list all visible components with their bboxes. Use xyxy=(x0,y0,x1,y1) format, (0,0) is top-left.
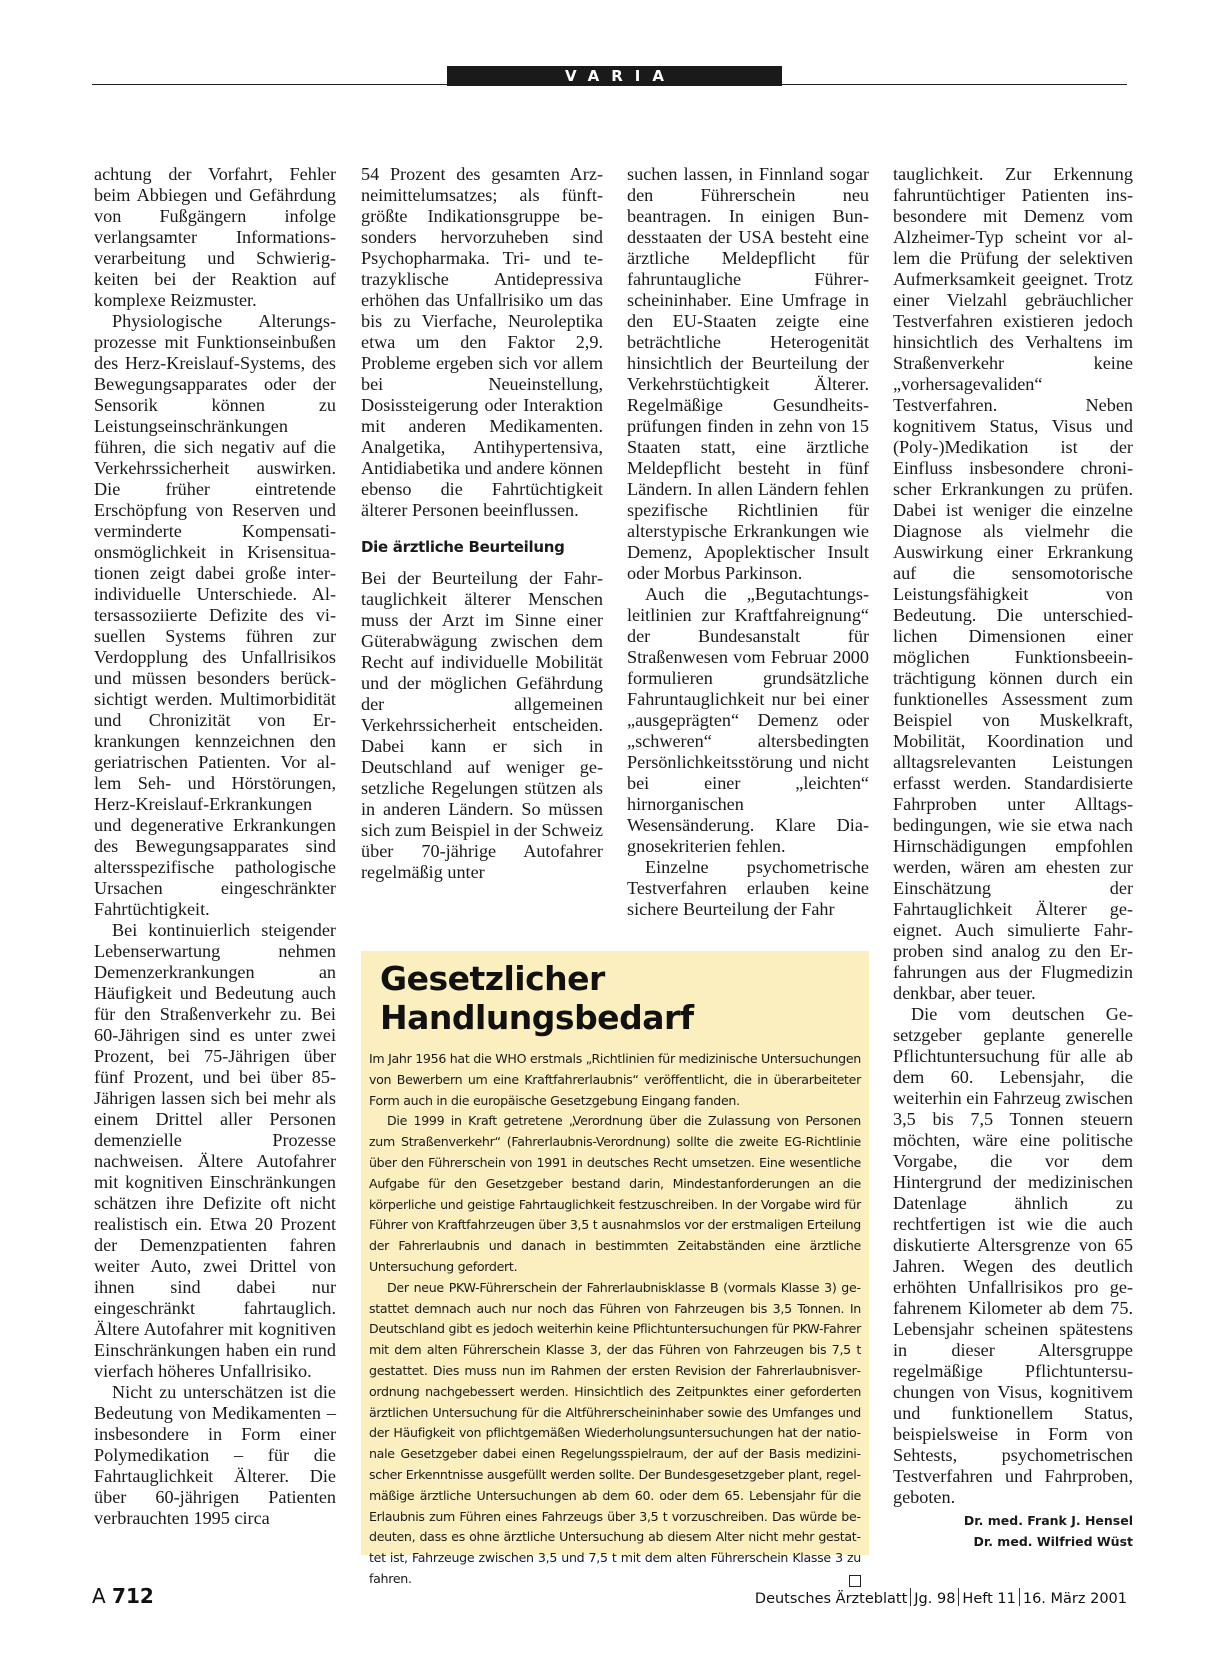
divider xyxy=(1019,1588,1020,1606)
paragraph: achtung der Vorfahrt, Fehler beim Abbiegen und Gefährdung von Fußgängern infolge verlangsamter Informationsverarbeitung und Schwierigkeiten bei der Reaktion auf komplexe Reizmuster. xyxy=(94,164,336,310)
paragraph: Bei der Beurteilung der Fahrtauglichkeit älterer Menschen muss der Arzt im Sinne einer Güterabwägung zwischen dem Recht auf individuelle Mobilität und der möglichen Gefährdung der allgemeinen Verkehrssicherheit entscheiden. Dabei kann er sich in Deutschland auf weniger gesetzliche Regelungen stützen als in anderen Ländern. So müssen sich zum Beispiel in der Schweiz über 70-jährige Autofahrer regelmäßig unter xyxy=(361,568,603,882)
paragraph: Die 1999 in Kraft getretene „Verordnung über die Zulassung von Personen zum Straßenverkehr“ (Fahrerlaubnis-Verordnung) sollte die zweite EG-Richtlinie über den Führerschein von 1991 in deutsches Recht umsetzen. Eine wesentliche Aufgabe für den Gesetzgeber bestand darin, Mindestanforderungen an die körperliche und geistige Fahrtauglichkeit festzuschreiben. In der Vorgabe wird für Führer von Kraftfahrzeugen über 3,5 t ausnahmslos vor der erstmaligen Erteilung der Fahrerlaubnis und danach in bestimmten Zeitabständen eine ärztliche Untersuchung gefordert. xyxy=(369,1113,861,1274)
column-2 xyxy=(361,164,603,883)
section-label: VARIA xyxy=(447,66,782,86)
column-1 xyxy=(94,164,336,1529)
volume: Jg. 98 xyxy=(914,1591,956,1607)
author-block xyxy=(893,1510,1133,1552)
paragraph-text: Der neue PKW-Führerschein der Fahrerlaubnisklasse B (vormals Klasse 3) gestattet demnach auch nur noch das Führen von Fahrzeugen bis 3,5 Tonnen. In Deutschland gibt es jedoch weiterhin keine Pflichtuntersuchungen für PKW-Fahrer mit dem alten Führerschein Klasse 3, der das Führen von Fahrzeugen bis 7,5 t gestattet. Dies muss nun im Rahmen der ersten Revision der Fahrerlaubnisverordnung nachgebessert werden. Hinsichtlich des Zeitpunktes einer geforderten ärztlichen Untersuchung für die Altführerscheininhaber sowie des Umfanges und der Häufigkeit von pflichtgemäßen Wiederholungsuntersuchungen hat der nationale Gesetzgeber dabei einen Regelungsspielraum, der auf der Basis medizinischer Erkenntnisse ausgefüllt werden sollte. Der Bundesgesetzgeber plant, regelmäßige ärztliche Untersuchungen ab dem 60. oder dem 65. Lebensjahr für die Erlaubnis zum Führen eines Fahrzeugs über 3,5 t vorzuschreiben. Das würde bedeuten, dass es ohne ärztliche Untersuchung ab diesem Alter nicht mehr gestattet ist, Fahrzeuge zwischen 3,5 und 7,5 t mit dem alten Führerschein Klasse 3 zu fahren. xyxy=(369,1279,861,1586)
column-4 xyxy=(893,164,1133,1552)
paragraph: 54 Prozent des gesamten Arzneimittelumsatzes; als fünftgrößte Indikationsgruppe besonders hervorzuheben sind Psychopharmaka. Tri- und tetrazyklische Antidepressiva erhöhen das Unfallrisiko um das bis zu Vierfache, Neuroleptika etwa um den Faktor 2,9. Probleme ergeben sich vor allem bei Neueinstellung, Dosissteigerung oder Interaktion mit anderen Medikamenten. Analgetika, Antihypertensiva, Antidiabetika und andere können ebenso die Fahrtüchtigkeit älterer Personen beeinflussen. xyxy=(361,164,603,520)
page-prefix: A xyxy=(92,1584,106,1608)
paragraph: Bei kontinuierlich steigender Lebenserwartung nehmen Demenzerkrankungen an Häufigkeit und Bedeutung auch für den Straßenverkehr zu. Bei 60-Jährigen sind es unter zwei Prozent, bei 75-Jährigen über fünf Prozent, und bei über 85-Jährigen lassen sich bei mehr als einem Drittel aller Personen demenzielle Prozesse nachweisen. Ältere Autofahrer mit kognitiven Einschränkungen schätzen ihre Defizite oft nicht realistisch ein. Etwa 20 Prozent der Demenzpatienten fahren weiter Auto, zwei Drittel von ihnen sind dabei nur eingeschränkt fahrtauglich. Ältere Autofahrer mit kognitiven Einschränkungen haben ein rund vierfach höheres Unfallrisiko. xyxy=(94,920,336,1381)
paragraph: Die vom deutschen Gesetzgeber geplante generelle Pflichtuntersuchung für alle ab dem 60. Lebensjahr, die weiterhin ein Fahrzeug zwischen 3,5 bis 7,5 Tonnen steuern möchten, wäre eine politische Vorgabe, die vor dem Hintergrund der medizinischen Datenlage ähnlich zu rechtfertigen ist wie die auch diskutierte Altersgrenze von 65 Jahren. Wegen des deutlich erhöhten Unfallrisikos pro gefahrenem Kilometer ab dem 75. Lebensjahr scheinen spätestens in dieser Altersgruppe regelmäßige Pflichtuntersuchungen von Visus, kognitivem und funktionellem Status, beispielsweise in Form von Sehtests, psychometrischen Testverfahren und Fahrproben, geboten. xyxy=(893,1004,1133,1507)
paragraph: tauglichkeit. Zur Erkennung fahruntüchtiger Patienten insbesondere mit Demenz vom Alzheimer-Typ scheint vor allem die Prüfung der selektiven Aufmerksamkeit geeignet. Trotz einer Vielzahl gebräuchlicher Testverfahren existieren jedoch hinsichtlich des Verhaltens im Straßenverkehr keine „vorhersagevaliden“ Testverfahren. Neben kognitivem Status, Visus und (Poly-)Medikation ist der Einfluss insbesondere chronischer Erkrankungen zu prüfen. Dabei ist weniger die einzelne Diagnose als vielmehr die Auswirkung einer Erkrankung auf die sensomotorische Leistungsfähigkeit von Bedeutung. Die unterschiedlichen Dimensionen einer möglichen Funktionsbeeinträchtigung können durch ein funktionelles Assessment zum Beispiel von Muskelkraft, Mobilität, Koordination und alltagsrelevanten Leistungen erfasst werden. Standardisierte Fahrproben unter Alltagsbedingungen, wie sie etwa nach Hirnschädigungen empfohlen werden, wären am ehesten zur Einschätzung der Fahrtauglichkeit Älterer geeignet. Auch simulierte Fahrproben sind analog zu den Erfahrungen aus der Flugmedizin denkbar, aber teuer. xyxy=(893,164,1133,1003)
page-number xyxy=(92,1584,154,1608)
paragraph: Auch die „Begutachtungsleitlinien zur Kraftfahreignung“ der Bundesanstalt für Straßenwesen vom Februar 2000 formulieren grundsätzliche Fahruntauglichkeit nur bei einer „ausgeprägten“ Demenz oder „schweren“ altersbedingten Persönlichkeitsstörung und nicht bei einer „leichten“ hirnorganischen Wesensänderung. Klare Diagnosekriterien fehlen. xyxy=(627,584,869,856)
paragraph: Einzelne psychometrische Testverfahren erlauben keine sichere Beurteilung der Fahr xyxy=(627,857,869,919)
info-box-body xyxy=(369,1049,861,1590)
divider xyxy=(910,1588,911,1606)
paragraph: Im Jahr 1956 hat die WHO erstmals „Richtlinien für medizinische Untersuchungen von Bewerbern um eine Kraftfahrerlaubnis“ veröffentlicht, die in überarbeiteter Form auch in die europäische Gesetzgebung Eingang fanden. xyxy=(369,1051,861,1108)
end-of-article-icon xyxy=(849,1575,861,1587)
author-name: Dr. med. Frank J. Hensel xyxy=(963,1513,1133,1528)
column-3 xyxy=(627,164,869,920)
paragraph: suchen lassen, in Finnland sogar den Führerschein neu beantragen. In einigen Bundesstaaten der USA besteht eine ärztliche Meldepflicht für fahruntaugliche Führerscheininhaber. Eine Umfrage in den EU-Staaten zeigte eine beträchtliche Heterogenität hinsichtlich der Beurteilung der Verkehrstüchtigkeit Älterer. Regelmäßige Gesundheitsprüfungen finden in zehn von 15 Staaten statt, eine ärztliche Meldepflicht besteht in fünf Ländern. In allen Ländern fehlen spezifische Richtlinien für alterstypische Erkrankungen wie Demenz, Apoplektischer Insult oder Morbus Parkinson. xyxy=(627,164,869,583)
paragraph: Nicht zu unterschätzen ist die Bedeutung von Medikamenten – insbesondere in Form einer Polymedikation – für die Fahrtauglichkeit Älterer. Die über 60-jährigen Patienten verbrauchten 1995 circa xyxy=(94,1382,336,1528)
page-number-value: 712 xyxy=(112,1584,154,1608)
info-box xyxy=(361,951,869,1586)
issue: Heft 11 xyxy=(962,1591,1016,1607)
paragraph: Physiologische Alterungsprozesse mit Funktionseinbußen des Herz-Kreislauf-Systems, des Bewegungsapparates oder der Sensorik können zu Leistungseinschränkungen führen, die sich negativ auf die Verkehrssicherheit auswirken. Die früher eintretende Erschöpfung von Reserven und verminderte Kompensationsmöglichkeit in Krisensituationen zeigt dabei große interindividuelle Unterschiede. Altersassoziierte Defizite des visuellen Systems führen zur Verdopplung des Unfallrisikos und müssen besonders berücksichtigt werden. Multimorbidität und Chronizität von Erkrankungen kennzeichnen den geriatrischen Patienten. Vor allem Seh- und Hörstörungen, Herz-Kreislauf-Erkrankungen und degenerative Erkrankungen des Bewegungsapparates sind altersspezifische pathologische Ursachen eingeschränkter Fahrtüchtigkeit. xyxy=(94,311,336,919)
journal-name: Deutsches Ärzteblatt xyxy=(754,1591,908,1607)
author-name: Dr. med. Wilfried Wüst xyxy=(973,1534,1133,1549)
divider xyxy=(958,1588,959,1606)
section-subheading: Die ärztliche Beurteilung xyxy=(361,538,565,556)
issue-date: 16. März 2001 xyxy=(1022,1591,1127,1607)
paragraph xyxy=(369,1278,861,1590)
info-box-title: Gesetzlicher Handlungsbedarf xyxy=(380,959,694,1037)
journal-citation xyxy=(755,1588,1127,1607)
